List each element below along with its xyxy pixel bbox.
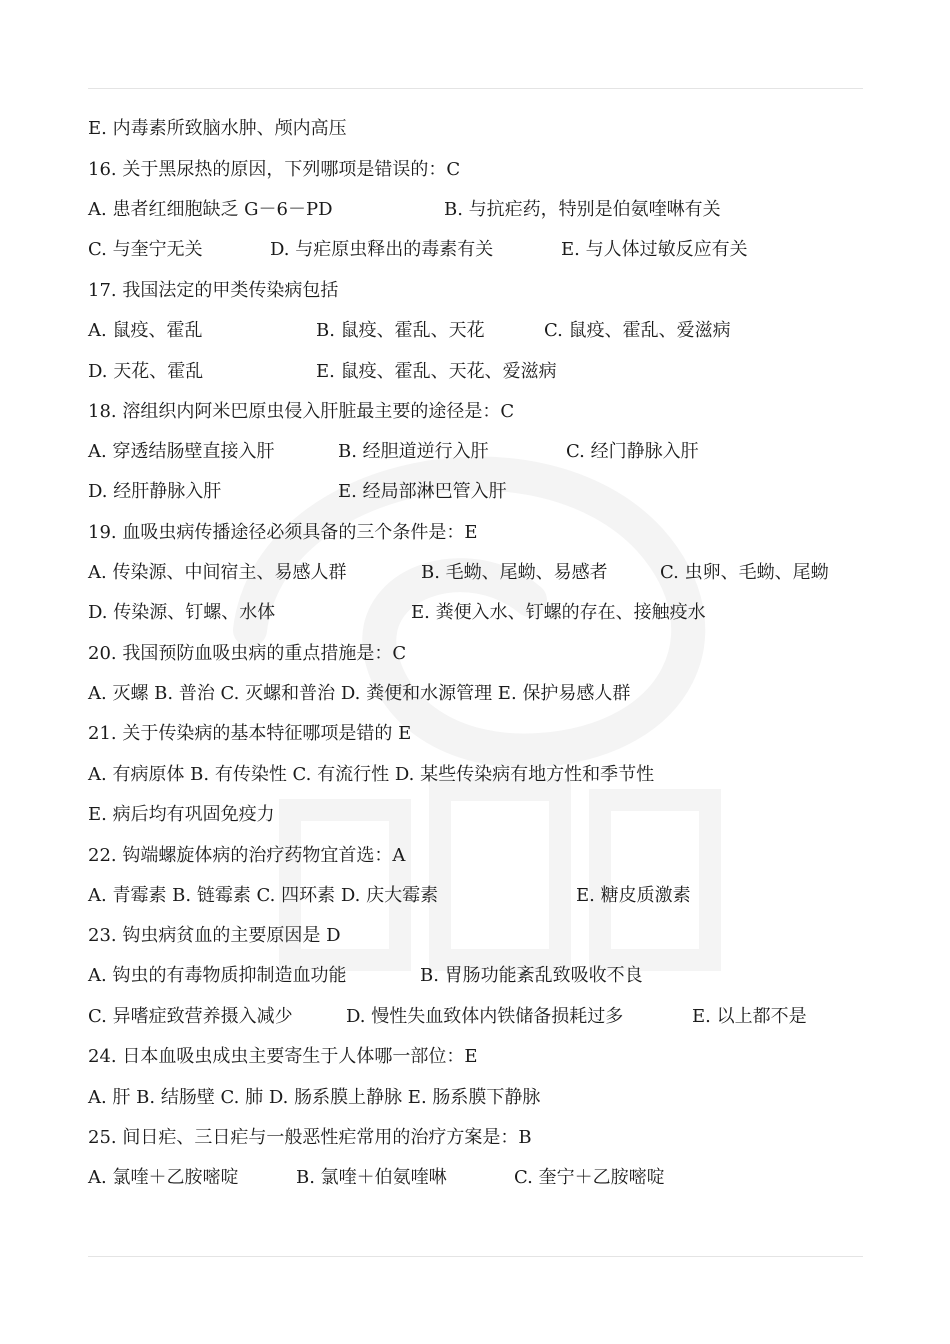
option-text: C. 经门静脉入肝 <box>566 441 699 462</box>
option-text: B. 与抗疟药，特别是伯氨喹啉有关 <box>444 199 721 220</box>
line-lead-text: A. 钩虫的有毒物质抑制造血功能 <box>88 965 347 986</box>
line-lead-text: E. 内毒素所致脑水肿、颅内高压 <box>88 118 347 139</box>
line-lead-text: 16. 关于黑尿热的原因，下列哪项是错误的：C <box>88 159 461 180</box>
line-lead-text: 25. 间日疟、三日疟与一般恶性疟常用的治疗方案是：B <box>88 1127 532 1148</box>
line-lead-text: D. 经肝静脉入肝 <box>88 481 222 502</box>
option-text: D. 慢性失血致体内铁储备损耗过多 <box>346 1006 624 1027</box>
footer-rule <box>88 1256 863 1257</box>
line-lead-text: A. 有病原体 B. 有传染性 C. 有流行性 D. 某些传染病有地方性和季节性 <box>88 764 655 785</box>
line-lead-text: E. 病后均有巩固免疫力 <box>88 804 275 825</box>
option-text: E. 与人体过敏反应有关 <box>561 239 748 260</box>
line-lead-text: 23. 钩虫病贫血的主要原因是 D <box>88 925 341 946</box>
option-text: E. 糖皮质激素 <box>576 885 691 906</box>
line-lead-text: 20. 我国预防血吸虫病的重点措施是：C <box>88 643 407 664</box>
line-lead-text: 21. 关于传染病的基本特征哪项是错的 E <box>88 723 412 744</box>
option-text: E. 粪便入水、钉螺的存在、接触疫水 <box>411 602 706 623</box>
option-text: B. 毛蚴、尾蚴、易感者 <box>421 562 608 583</box>
option-text: B. 经胆道逆行入肝 <box>338 441 489 462</box>
line-lead-text: 19. 血吸虫病传播途径必须具备的三个条件是：E <box>88 522 478 543</box>
line-lead-text: D. 传染源、钉螺、水体 <box>88 602 276 623</box>
line-lead-text: A. 鼠疫、霍乱 <box>88 320 203 341</box>
option-text: D. 与疟原虫释出的毒素有关 <box>270 239 494 260</box>
line-lead-text: 18. 溶组织内阿米巴原虫侵入肝脏最主要的途径是：C <box>88 401 515 422</box>
line-lead-text: D. 天花、霍乱 <box>88 361 204 382</box>
option-text: B. 胃肠功能紊乱致吸收不良 <box>420 965 643 986</box>
line-lead-text: 17. 我国法定的甲类传染病包括 <box>88 280 339 301</box>
option-text: C. 奎宁＋乙胺嘧啶 <box>514 1167 665 1188</box>
line-lead-text: 24. 日本血吸虫成虫主要寄生于人体哪一部位：E <box>88 1046 478 1067</box>
line-lead-text: A. 肝 B. 结肠壁 C. 肺 D. 肠系膜上静脉 E. 肠系膜下静脉 <box>88 1087 541 1108</box>
option-text: C. 虫卵、毛蚴、尾蚴 <box>660 562 829 583</box>
line-lead-text: A. 患者红细胞缺乏 G－6－PD <box>88 199 333 220</box>
option-text: B. 鼠疫、霍乱、天花 <box>316 320 485 341</box>
line-lead-text: 22. 钩端螺旋体病的治疗药物宜首选：A <box>88 845 406 866</box>
line-lead-text: A. 穿透结肠壁直接入肝 <box>88 441 275 462</box>
line-lead-text: C. 异嗜症致营养摄入减少 <box>88 1006 293 1027</box>
line-lead-text: C. 与奎宁无关 <box>88 239 203 260</box>
option-text: C. 鼠疫、霍乱、爱滋病 <box>544 320 731 341</box>
header-rule <box>88 88 863 89</box>
line-lead-text: A. 传染源、中间宿主、易感人群 <box>88 562 347 583</box>
line-lead-text: A. 氯喹＋乙胺嘧啶 <box>88 1167 239 1188</box>
option-text: B. 氯喹＋伯氨喹啉 <box>296 1167 447 1188</box>
option-text: E. 鼠疫、霍乱、天花、爱滋病 <box>316 361 557 382</box>
line-lead-text: A. 灭螺 B. 普治 C. 灭螺和普治 D. 粪便和水源管理 E. 保护易感人群 <box>88 683 631 704</box>
line-lead-text: A. 青霉素 B. 链霉素 C. 四环素 D. 庆大霉素 <box>88 885 439 906</box>
option-text: E. 以上都不是 <box>692 1006 807 1027</box>
option-text: E. 经局部淋巴管入肝 <box>338 481 507 502</box>
